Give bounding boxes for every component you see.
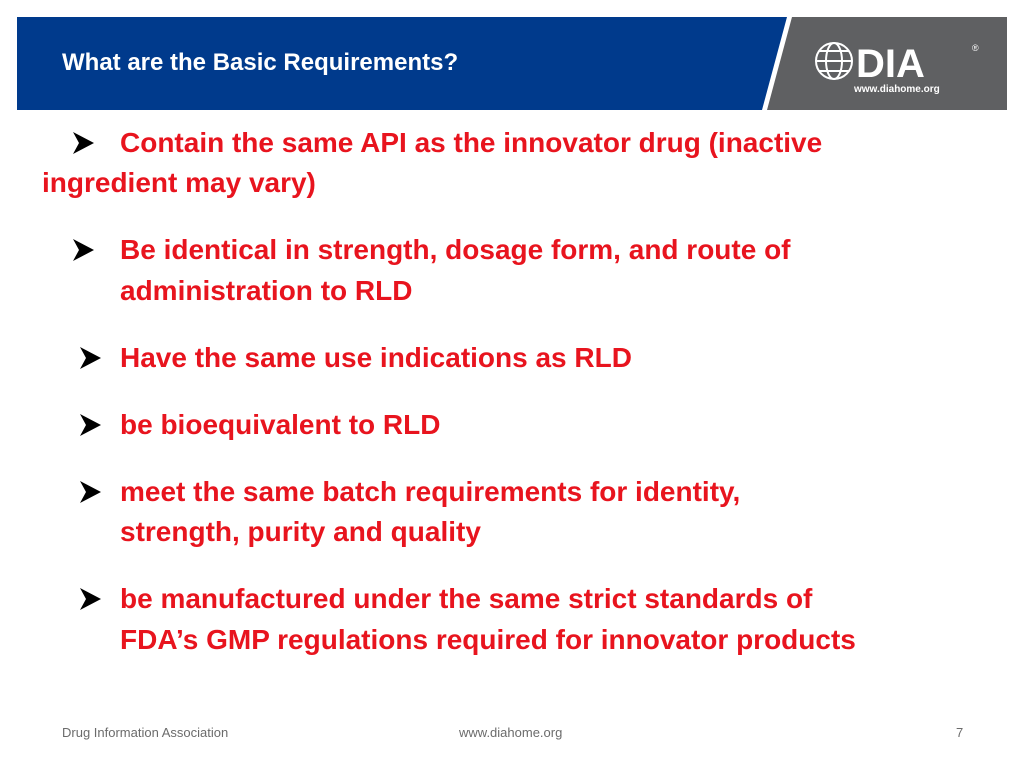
footer-organization: Drug Information Association (62, 725, 229, 740)
bullet-text: meet the same batch requirements for identity, (120, 476, 741, 507)
bullet-arrow-icon (77, 586, 103, 612)
logo-url: www.diahome.org (854, 84, 940, 95)
bullet-text: ingredient may vary) (42, 167, 316, 198)
bullet-arrow-icon (70, 130, 96, 156)
page-number: 7 (956, 725, 964, 740)
bullet-text: FDA’s GMP regulations required for innovator products (120, 624, 856, 655)
bullet-arrow-icon (77, 345, 103, 371)
bullet-text: Be identical in strength, dosage form, and route of (120, 234, 791, 265)
bullet-text: Contain the same API as the innovator drug (inactive (120, 127, 823, 158)
bullet-text: be manufactured under the same strict standards of (120, 583, 813, 614)
bullet-arrow-icon (77, 479, 103, 505)
footer-website: www.diahome.org (459, 725, 563, 740)
bullet-text: administration to RLD (120, 275, 413, 306)
bullet-arrow-icon (70, 237, 96, 263)
logo-text: DIA (856, 42, 925, 86)
bullet-text: Have the same use indications as RLD (120, 342, 632, 373)
bullet-text: be bioequivalent to RLD (120, 409, 441, 440)
registered-mark-icon: ® (972, 43, 979, 53)
bullet-arrow-icon (77, 412, 103, 438)
bullet-text: strength, purity and quality (120, 516, 481, 547)
slide-title: What are the Basic Requirements? (62, 49, 459, 76)
